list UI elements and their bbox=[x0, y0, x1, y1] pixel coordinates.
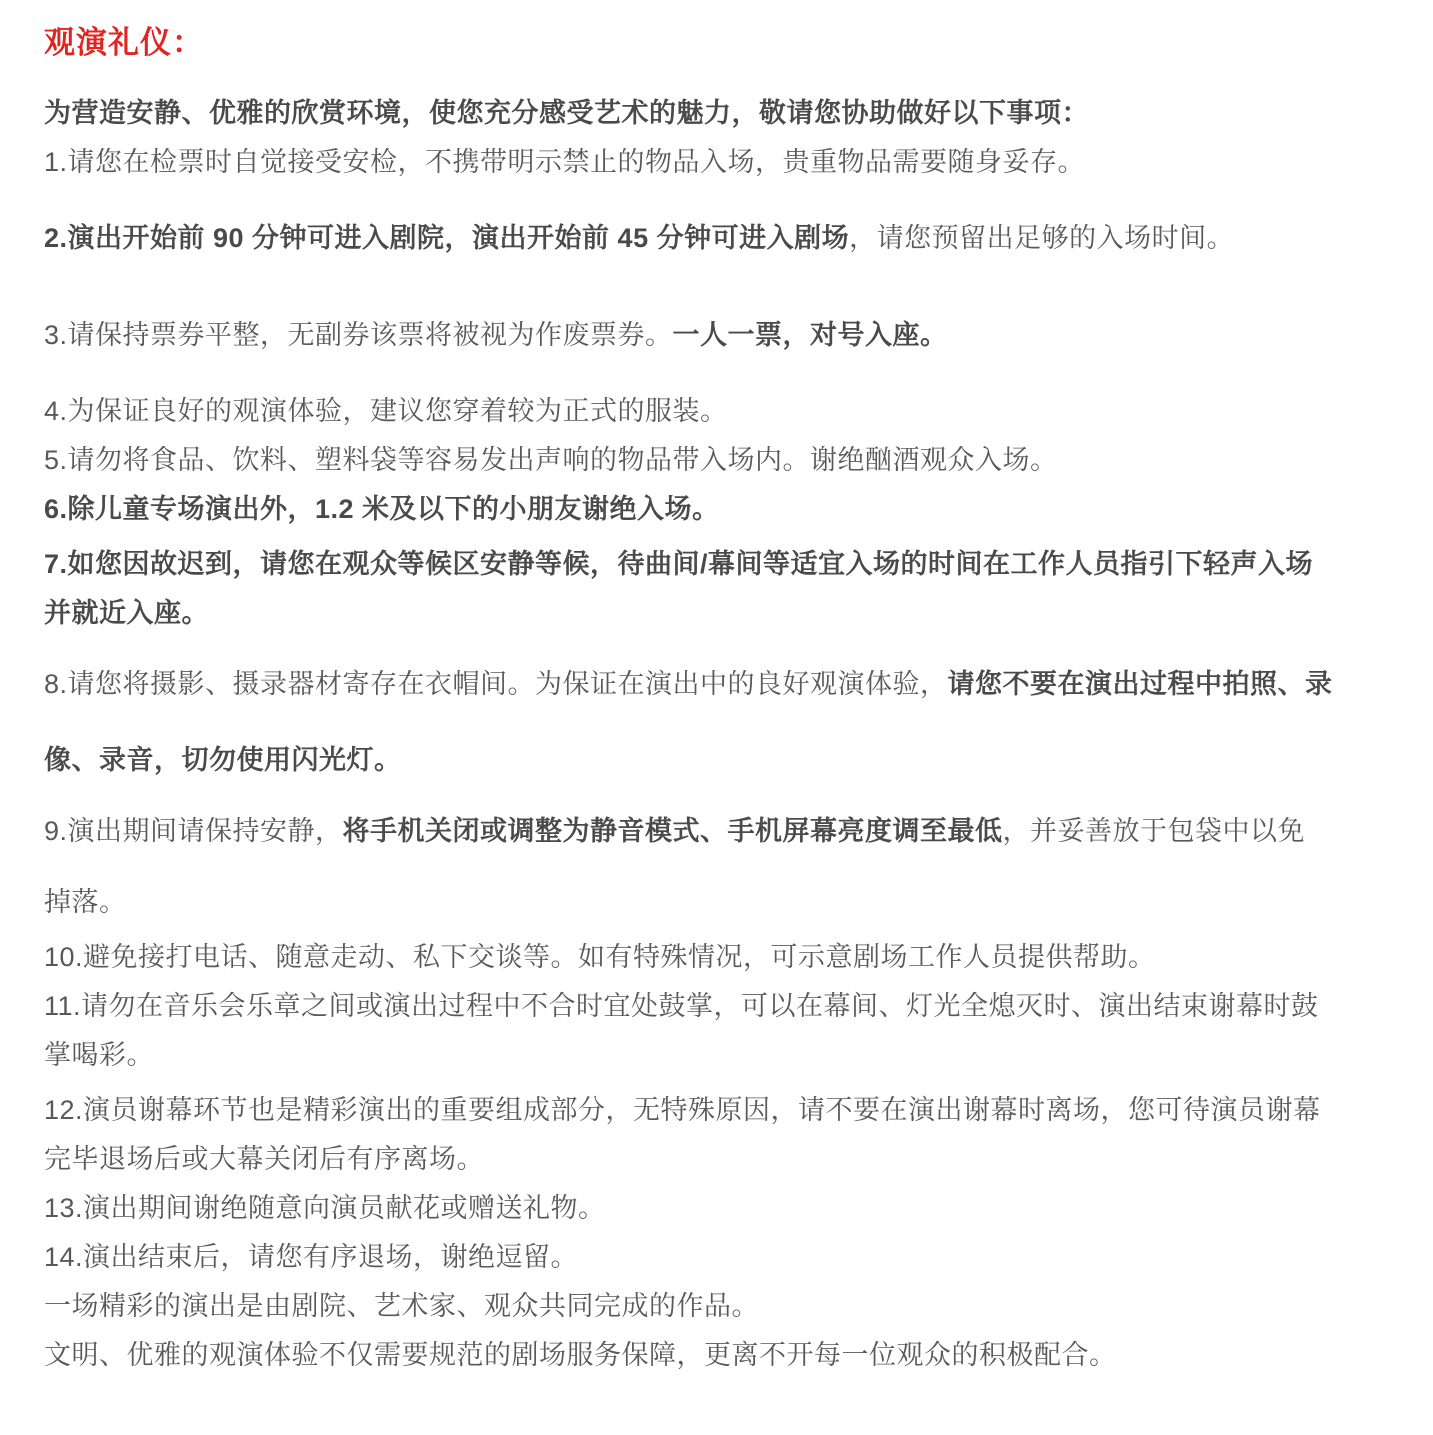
rule-11-line-2 bbox=[44, 1031, 1395, 1080]
closing-line-1 bbox=[44, 1282, 1395, 1331]
rule-7-line-2 bbox=[44, 589, 1395, 638]
text-segment: 5.请勿将食品、饮料、塑料袋等容易发出声响的物品带入场内。谢绝酗酒观众入场。 bbox=[44, 445, 1058, 475]
rule-3 bbox=[44, 311, 1395, 360]
text-segment: 1.请您在检票时自觉接受安检，不携带明示禁止的物品入场，贵重物品需要随身妥存。 bbox=[44, 147, 1086, 177]
rule-10 bbox=[44, 933, 1395, 982]
rule-2 bbox=[44, 214, 1395, 263]
rule-9-line-2 bbox=[44, 878, 1395, 927]
text-segment: 像、录音，切勿使用闪光灯。 bbox=[44, 745, 402, 775]
text-segment: 掉落。 bbox=[44, 887, 127, 917]
text-segment: 9.演出期间请保持安静， bbox=[44, 816, 343, 846]
document-body bbox=[44, 89, 1395, 1380]
rule-6 bbox=[44, 485, 1395, 534]
text-segment: 11.请勿在音乐会乐章之间或演出过程中不合时宜处鼓掌，可以在幕间、灯光全熄灭时、演出结束谢幕时鼓 bbox=[44, 991, 1319, 1021]
text-segment: 3.请保持票券平整，无副券该票将被视为作废票券。 bbox=[44, 320, 673, 350]
text-segment: 12.演员谢幕环节也是精彩演出的重要组成部分，无特殊原因，请不要在演出谢幕时离场，您可待演员谢幕 bbox=[44, 1095, 1321, 1125]
text-segment: 一场精彩的演出是由剧院、艺术家、观众共同完成的作品。 bbox=[44, 1291, 759, 1321]
rule-4 bbox=[44, 387, 1395, 436]
page-title: 观演礼仪： bbox=[44, 25, 204, 60]
text-segment: 将手机关闭或调整为静音模式、手机屏幕亮度调至最低 bbox=[342, 816, 1003, 846]
rule-8-line-2 bbox=[44, 736, 1395, 785]
text-segment: ，并妥善放于包袋中以免 bbox=[1002, 816, 1306, 846]
rule-9-line-1 bbox=[44, 807, 1395, 856]
text-segment: 完毕退场后或大幕关闭后有序离场。 bbox=[44, 1144, 484, 1174]
rule-12-line-2 bbox=[44, 1135, 1395, 1184]
text-segment: 2.演出开始前 90 分钟可进入剧院，演出开始前 45 分钟可进入剧场 bbox=[44, 223, 850, 253]
rule-12-line-1 bbox=[44, 1086, 1395, 1135]
text-segment: 为营造安静、优雅的欣赏环境，使您充分感受艺术的魅力，敬请您协助做好以下事项： bbox=[44, 98, 1089, 128]
text-segment: 4.为保证良好的观演体验，建议您穿着较为正式的服装。 bbox=[44, 396, 728, 426]
text-segment: 7.如您因故迟到，请您在观众等候区安静等候，待曲间/幕间等适宜入场的时间在工作人员指引下轻声入场 bbox=[44, 549, 1314, 579]
rule-11-line-1 bbox=[44, 982, 1395, 1031]
rule-7-line-1 bbox=[44, 540, 1395, 589]
text-segment: 并就近入座。 bbox=[44, 598, 209, 628]
text-segment: 14.演出结束后，请您有序退场，谢绝逗留。 bbox=[44, 1242, 579, 1272]
text-segment: 掌喝彩。 bbox=[44, 1040, 154, 1070]
text-segment: 6.除儿童专场演出外，1.2 米及以下的小朋友谢绝入场。 bbox=[44, 494, 720, 524]
text-segment: 8.请您将摄影、摄录器材寄存在衣帽间。为保证在演出中的良好观演体验， bbox=[44, 669, 948, 699]
text-segment: 13.演出期间谢绝随意向演员献花或赠送礼物。 bbox=[44, 1193, 606, 1223]
rule-1 bbox=[44, 138, 1395, 187]
rule-14 bbox=[44, 1233, 1395, 1282]
rule-13 bbox=[44, 1184, 1395, 1233]
text-segment: ，请您预留出足够的入场时间。 bbox=[849, 223, 1235, 253]
rule-5 bbox=[44, 436, 1395, 485]
text-segment: 10.避免接打电话、随意走动、私下交谈等。如有特殊情况，可示意剧场工作人员提供帮助。 bbox=[44, 942, 1156, 972]
closing-line-2 bbox=[44, 1331, 1395, 1380]
intro-line bbox=[44, 89, 1395, 138]
text-segment: 一人一票，对号入座。 bbox=[672, 320, 948, 350]
text-segment: 请您不要在演出过程中拍照、录 bbox=[947, 669, 1333, 699]
rule-8-line-1 bbox=[44, 660, 1395, 709]
text-segment: 文明、优雅的观演体验不仅需要规范的剧场服务保障，更离不开每一位观众的积极配合。 bbox=[44, 1340, 1117, 1370]
